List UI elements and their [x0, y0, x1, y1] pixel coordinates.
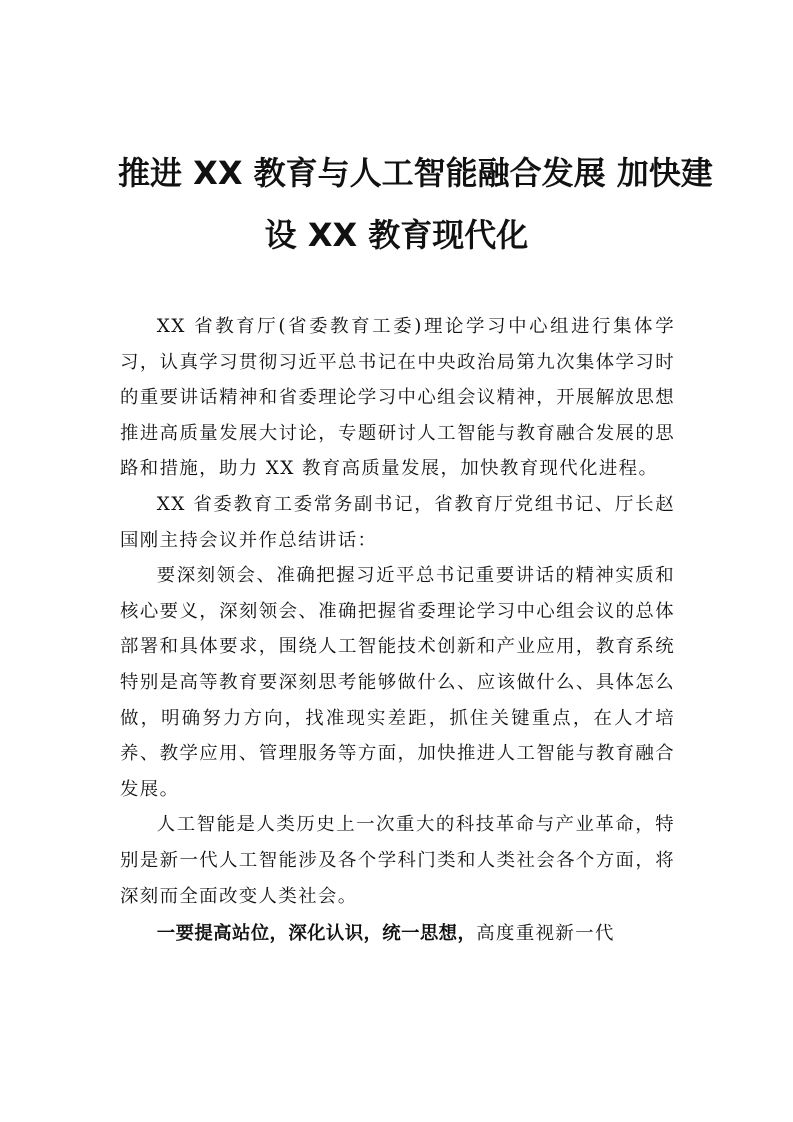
paragraph-5: [120, 916, 675, 952]
paragraph-5-bold-lead: 一要提高站位，深化认识，统一思想，: [156, 923, 477, 945]
document-body: [120, 309, 675, 952]
paragraph-4: 人工智能是人类历史上一次重大的科技革命与产业革命，特别是新一代人工智能涉及各个学科门类和人类社会各个方面，将深刻而全面改变人类社会。: [120, 814, 675, 907]
document-title: [118, 142, 713, 266]
title-line-1: 推进 XX 教育与人工智能融合发展 加快建: [118, 154, 713, 192]
paragraph-1: XX 省教育厅(省委教育工委)理论学习中心组进行集体学习，认真学习贯彻习近平总书记在中央政治局第九次集体学习时的重要讲话精神和省委理论学习中心组会议精神，开展解放思想推进高质量发展大讨论，专题研讨人工智能与教育融合发展的思路和措施，助力 XX 教育高质量发展，加快教育现代化进程。: [120, 316, 675, 480]
paragraph-2: XX 省委教育工委常务副书记，省教育厅党组书记、厅长赵国刚主持会议并作总结讲话：: [120, 493, 675, 551]
paragraph-5-text: 高度重视新一代: [476, 923, 615, 945]
paragraph-3: 要深刻领会、准确把握习近平总书记重要讲话的精神实质和核心要义，深刻领会、准确把握省委理论学习中心组会议的总体部署和具体要求，围绕人工智能技术创新和产业应用，教育系统特别是高等教育要深刻思考能够做什么、应该做什么、具体怎么做，明确努力方向，找准现实差距，抓住关键重点，在人才培养、教学应用、管理服务等方面，加快推进人工智能与教育融合发展。: [120, 565, 675, 800]
title-line-2: 设 XX 教育现代化: [264, 216, 529, 254]
